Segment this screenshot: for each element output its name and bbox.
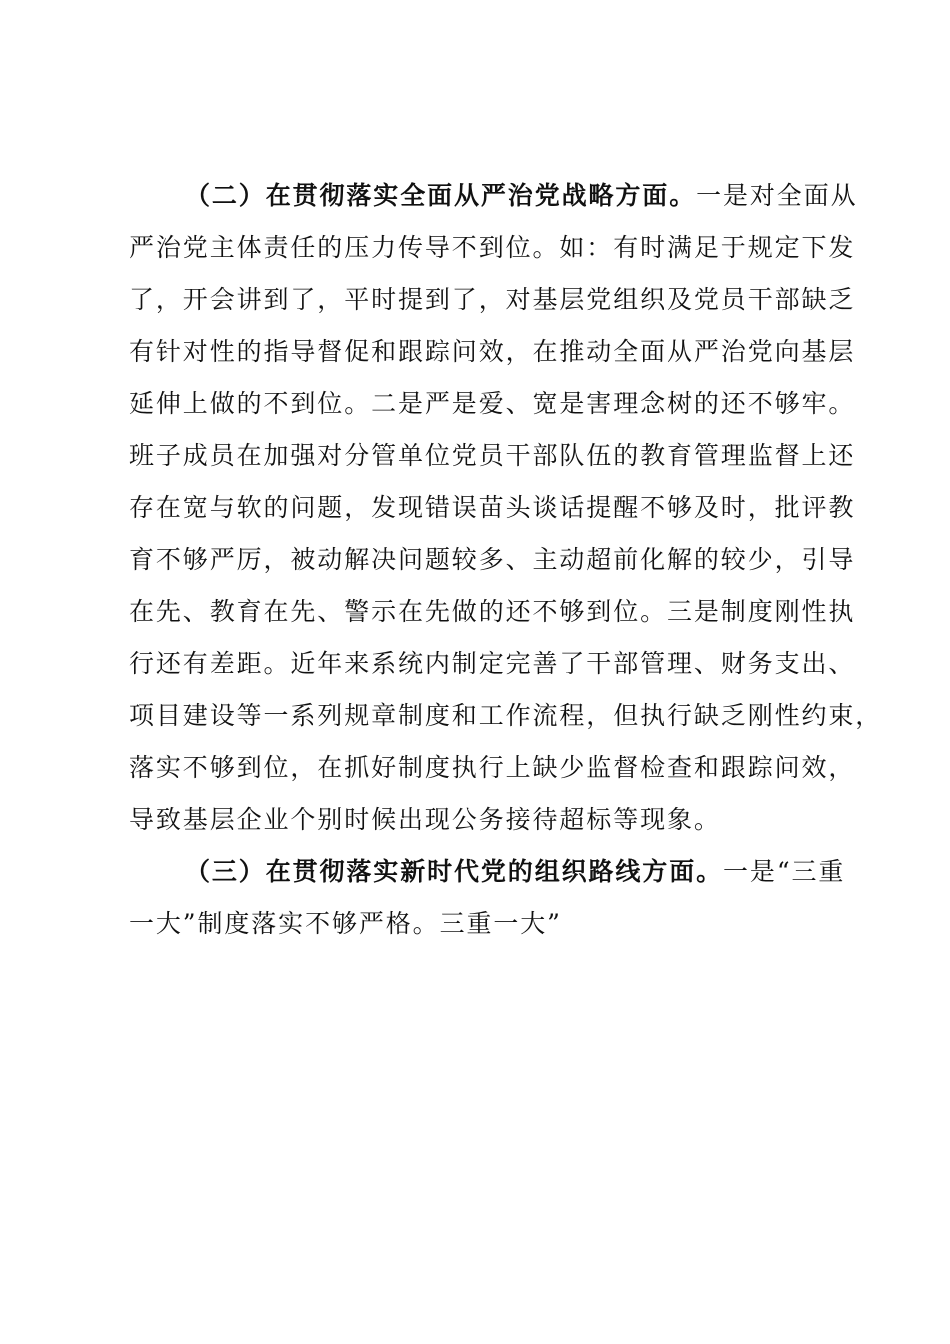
document-body — [129, 170, 883, 950]
section-2-line-8: 在先、教育在先、警示在先做的还不够到位。三是制度刚性执 — [129, 597, 856, 626]
section-2-line-3: 有针对性的指导督促和跟踪问效，在推动全面从严治党向基层 — [129, 337, 856, 366]
section-2-line-7: 育不够严厉，被动解决问题较多、主动超前化解的较少，引导 — [129, 545, 856, 574]
section-2-line-12: 导致基层企业个别时候出现公务接待超标等现象。 — [129, 805, 721, 834]
section-2-line-9: 行还有差距。近年来系统内制定完善了干部管理、财务支出、 — [129, 649, 856, 678]
section-2-line-4: 延伸上做的不到位。二是严是爱、宽是害理念树的还不够牢。 — [129, 389, 856, 418]
section-2-line-6: 存在宽与软的问题，发现错误苗头谈话提醒不够及时，批评教 — [129, 493, 856, 522]
section-2-line-11: 落实不够到位，在抓好制度执行上缺少监督检查和跟踪问效， — [129, 753, 856, 782]
section-2-line-1: 严治党主体责任的压力传导不到位。如：有时满足于规定下发 — [129, 233, 856, 262]
section-3-first-line — [129, 846, 846, 898]
section-2-line-2: 了，开会讲到了，平时提到了，对基层党组织及党员干部缺乏 — [129, 285, 856, 314]
section-3-line-0: 一是“三重 — [723, 857, 846, 886]
section-3-line-1: 一大”制度落实不够严格。三重一大” — [129, 909, 562, 938]
section-3-heading: （三）在贯彻落实新时代党的组织路线方面。 — [185, 857, 724, 886]
section-2-line-5: 班子成员在加强对分管单位党员干部队伍的教育管理监督上还 — [129, 441, 856, 470]
section-2-heading: （二）在贯彻落实全面从严治党战略方面。 — [185, 181, 697, 210]
section-2-first-line — [129, 170, 858, 222]
section-2-line-10: 项目建设等一系列规章制度和工作流程，但执行缺乏刚性约束， — [129, 701, 883, 730]
section-2-line-0: 一是对全面从 — [696, 181, 858, 210]
